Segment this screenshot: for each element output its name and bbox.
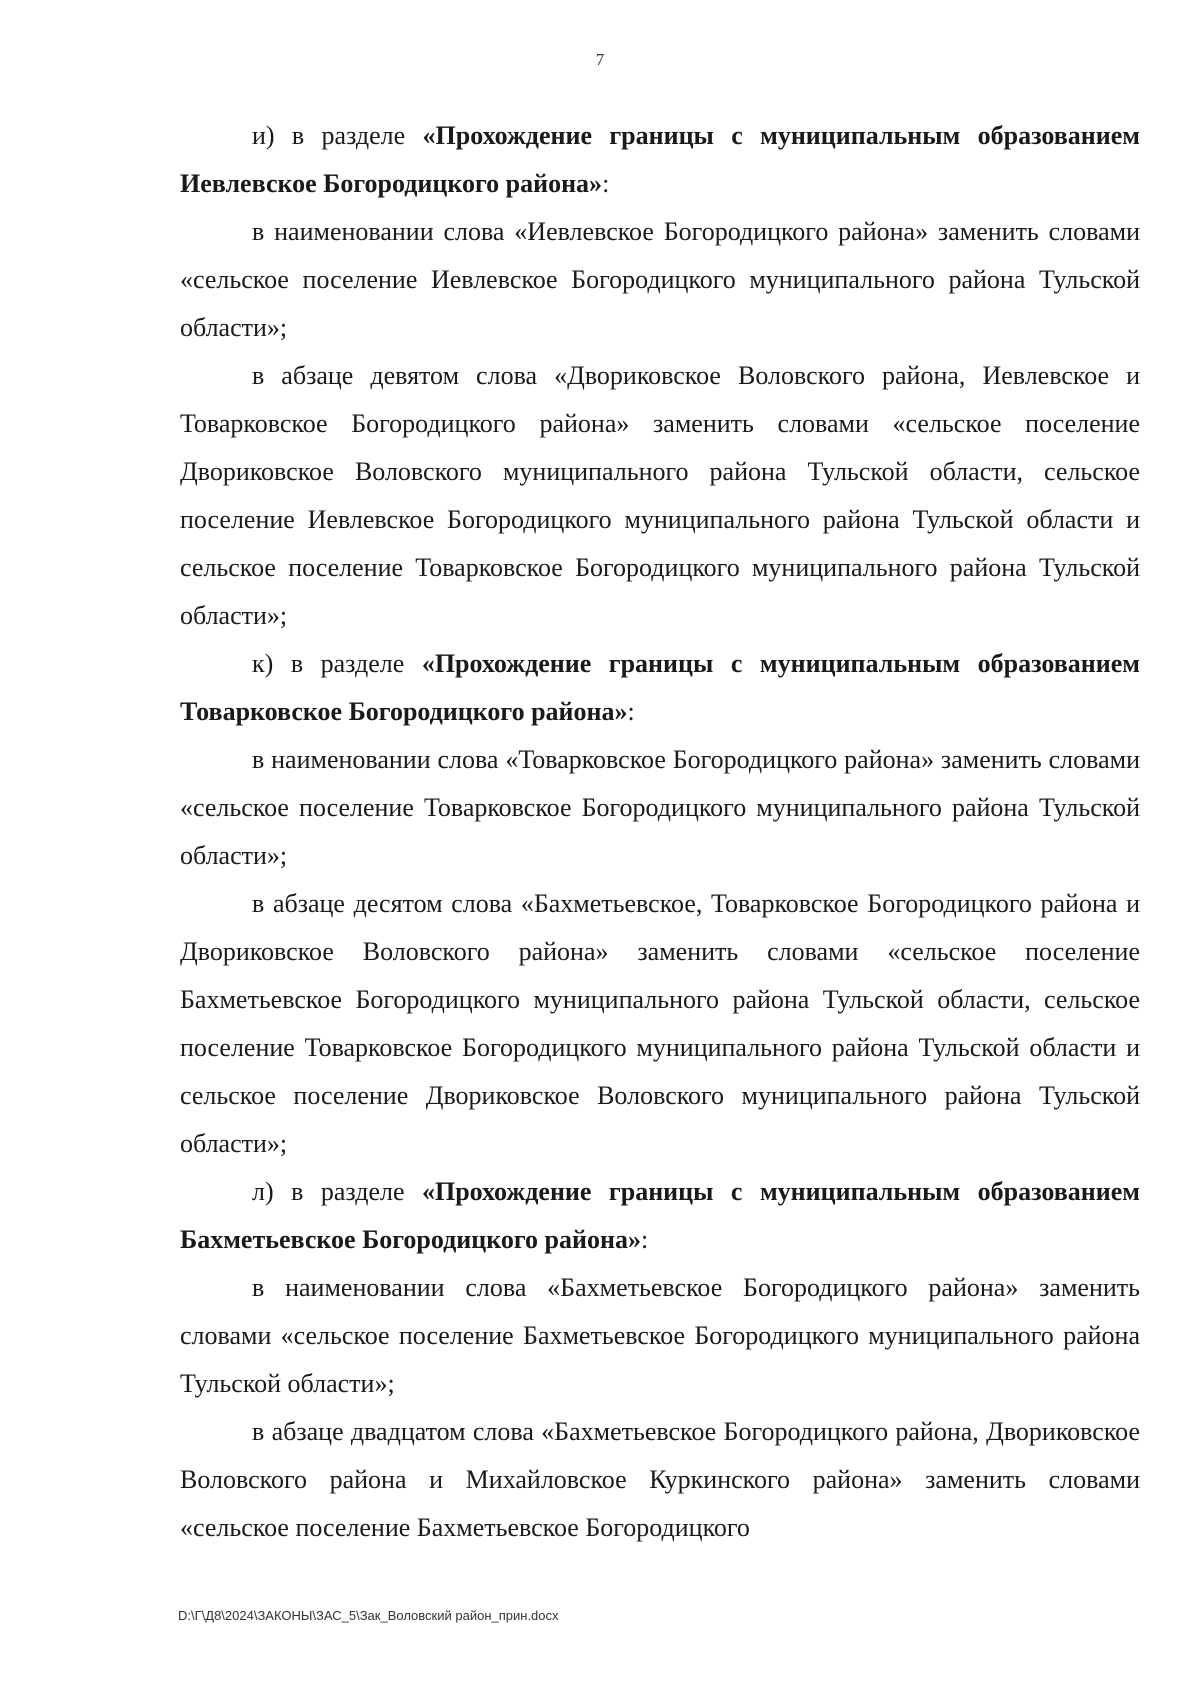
paragraph-text: л) в разделе bbox=[252, 1177, 422, 1206]
paragraph-text: в абзаце десятом слова «Бахметьевское, Товарковское Богородицкого района и Двориковское Воловского района» заменить словами «сельское поселение Бахметьевское Богородицкого муниципального района Тульской области, сельское поселение Товарковское Богородицкого муниципального района Тульской области и сельское поселение Двориковское Воловского муниципального района Тульской области»; bbox=[180, 889, 1140, 1158]
paragraph-text: в наименовании слова «Бахметьевское Богородицкого района» заменить словами «сельское поселение Бахметьевское Богородицкого муниципального района Тульской области»; bbox=[180, 1273, 1140, 1398]
paragraph-text: в абзаце двадцатом слова «Бахметьевское Богородицкого района, Двориковское Воловского района и Михайловское Куркинского района» заменить словами «сельское поселение Бахметьевское Богородицкого bbox=[180, 1417, 1140, 1542]
footer-file-path: D:\Г\Д8\2024\ЗАКОНЫ\ЗАС_5\Зак_Воловский район_прин.docx bbox=[178, 1608, 559, 1623]
section-title-bold: «Прохождение границы с муниципальным образованием Бахметьевское Богородицкого района» bbox=[180, 1177, 1140, 1254]
document-body bbox=[180, 112, 1140, 1552]
paragraph-text: и) в разделе bbox=[252, 121, 423, 150]
paragraph-section-k-tenth bbox=[180, 880, 1140, 1168]
paragraph-text: : bbox=[627, 697, 635, 726]
paragraph-section-k-heading bbox=[180, 640, 1140, 736]
paragraph-text: : bbox=[602, 169, 610, 198]
page-number: 7 bbox=[595, 50, 605, 69]
paragraph-text: в наименовании слова «Товарковское Богородицкого района» заменить словами «сельское поселение Товарковское Богородицкого муниципального района Тульской области»; bbox=[180, 745, 1140, 870]
paragraph-section-l-name bbox=[180, 1264, 1140, 1408]
paragraph-text: к) в разделе bbox=[252, 649, 422, 678]
paragraph-section-i-ninth bbox=[180, 352, 1140, 640]
section-title-bold: «Прохождение границы с муниципальным образованием Товарковское Богородицкого района» bbox=[180, 649, 1140, 726]
paragraph-section-i-name bbox=[180, 208, 1140, 352]
paragraph-text: : bbox=[640, 1225, 649, 1254]
paragraph-section-k-name bbox=[180, 736, 1140, 880]
paragraph-section-l-twentieth bbox=[180, 1408, 1140, 1552]
paragraph-text: в наименовании слова «Иевлевское Богородицкого района» заменить словами «сельское поселение Иевлевское Богородицкого муниципального района Тульской области»; bbox=[180, 217, 1140, 342]
section-title-bold: «Прохождение границы с муниципальным образованием Иевлевское Богородицкого района» bbox=[180, 121, 1140, 198]
paragraph-text: в абзаце девятом слова «Двориковское Воловского района, Иевлевское и Товарковское Богородицкого района» заменить словами «сельское поселение Двориковское Воловского муниципального района Тульской области, сельское поселение Иевлевское Богородицкого муниципального района Тульской области и сельское поселение Товарковское Богородицкого муниципального района Тульской области»; bbox=[180, 361, 1140, 630]
paragraph-section-i-heading bbox=[180, 112, 1140, 208]
paragraph-section-l-heading bbox=[180, 1168, 1140, 1264]
